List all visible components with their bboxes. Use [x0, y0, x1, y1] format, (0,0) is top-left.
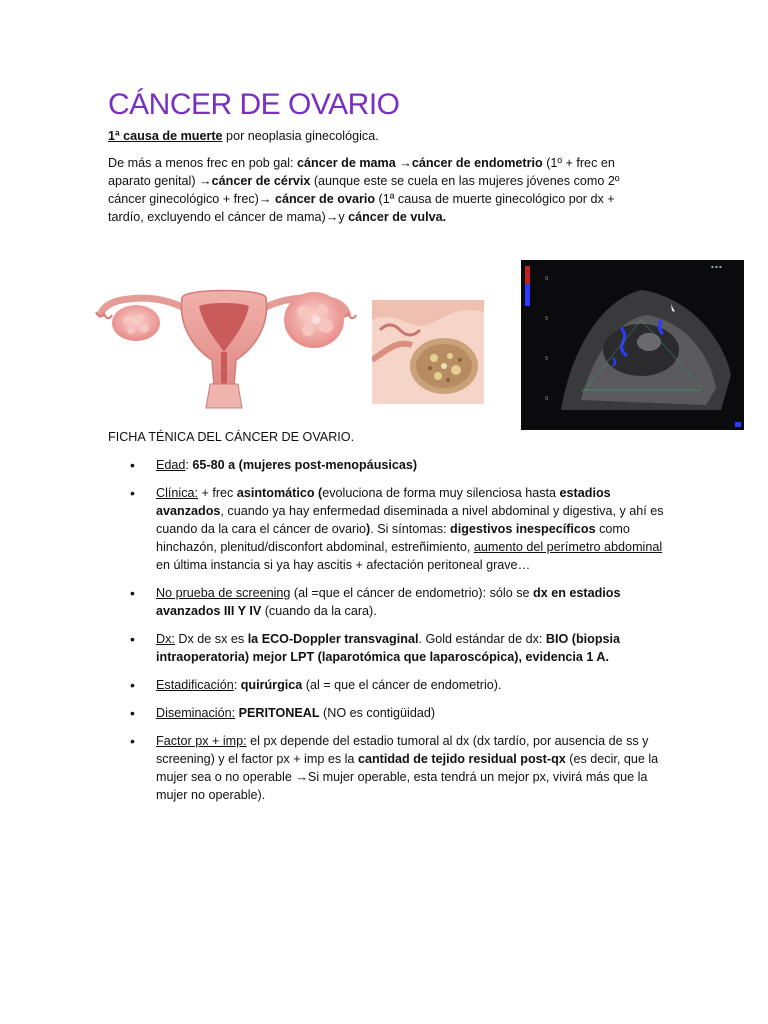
item-text: (NO es contigüidad): [319, 706, 436, 720]
item-bold: asintomático (: [236, 486, 323, 500]
item-text: el px depende del estadio tumoral al dx (dx tardío, por ausencia de ss y screening) y el factor px + imp es la: [156, 734, 649, 766]
item-label: Dx:: [156, 632, 175, 646]
item-text: Dx de sx es: [174, 632, 248, 646]
item-text: Si mujer operable, esta tendrá un mejor px, vivirá más que la mujer no operable).: [156, 770, 648, 802]
item-label: No prueba de screening: [156, 586, 291, 600]
arrow-icon: →: [399, 156, 412, 170]
arrow-icon: →: [258, 192, 272, 206]
arrow-icon: →: [295, 770, 308, 784]
freq-text: (1º + frec en aparato genital): [108, 156, 615, 188]
item-text: , cuando ya hay enfermedad diseminada a nivel abdominal y digestiva, y ahí es cuando da la cara el cáncer de ovario: [156, 504, 664, 536]
item-text: + frec: [198, 486, 237, 500]
list-item-screening: [108, 584, 668, 620]
arrow-icon: →: [199, 174, 212, 188]
item-label: Diseminación:: [156, 706, 236, 720]
svg-text:5: 5: [545, 356, 549, 362]
intro-paragraph: [108, 127, 648, 145]
freq-text: (aunque este se cuela en las mujeres jóvenes como 2º cáncer ginecológico + frec): [108, 174, 620, 206]
intro-rest: por neoplasia ginecológica.: [222, 129, 379, 143]
ovary-tumor-illustration-icon: [372, 300, 484, 404]
section-heading: FICHA TÉNICA DEL CÁNCER DE OVARIO.: [108, 430, 355, 444]
arrow-icon: →: [325, 210, 339, 224]
item-bold: PERITONEAL: [238, 706, 320, 720]
item-bold: 65-80 a (mujeres post-menopáusicas): [192, 458, 418, 472]
item-bold: estadios avanzados: [156, 486, 611, 518]
freq-bold: cáncer de vulva.: [348, 210, 447, 224]
list-item-diseminacion: [108, 704, 668, 722]
list-item-factor: [108, 732, 668, 804]
item-bold: cantidad de tejido residual post-qx: [357, 752, 566, 766]
item-bold: quirúrgica: [240, 678, 303, 692]
item-label: Clínica:: [156, 486, 198, 500]
item-text: como hinchazón, plenitud/disconfort abdominal, estreñimiento,: [156, 522, 630, 554]
item-bold: dx en estadios avanzados III Y IV: [156, 586, 621, 618]
freq-bold: cáncer de ovario: [271, 192, 376, 206]
item-text: (es decir, que la mujer sea o no operable: [156, 752, 659, 784]
fact-list: [108, 456, 668, 814]
uterus-illustration-icon: [84, 268, 364, 413]
item-text: (al =que el cáncer de endometrio): sólo se: [290, 586, 534, 600]
list-item-dx: [108, 630, 668, 666]
item-label: Factor px + imp:: [156, 734, 247, 748]
freq-text: De más a menos frec en pob gal:: [108, 156, 298, 170]
intro-lead: 1ª causa de muerte: [108, 129, 223, 143]
item-text: (al = que el cáncer de endometrio).: [302, 678, 502, 692]
freq-text: y: [338, 210, 349, 224]
freq-bold: cáncer de cérvix: [211, 174, 311, 188]
list-item-edad: [108, 456, 668, 474]
item-text: (cuando da la cara).: [261, 604, 377, 618]
svg-text:0: 0: [545, 276, 549, 282]
ultrasound-doppler-icon: [521, 260, 744, 430]
page-title: CÁNCER DE OVARIO: [108, 88, 400, 121]
list-item-estadificacion: [108, 676, 668, 694]
item-text: evoluciona de forma muy silenciosa hasta: [322, 486, 560, 500]
list-item-clinica: [108, 484, 668, 574]
item-underline: aumento del perímetro abdominal: [473, 540, 663, 554]
item-bold: digestivos inespecíficos: [450, 522, 596, 536]
item-text: :: [185, 458, 193, 472]
item-text: . Si síntomas:: [370, 522, 451, 536]
freq-bold: cáncer de endometrio: [411, 156, 543, 170]
item-label: Edad: [156, 458, 186, 472]
item-text: :: [233, 678, 241, 692]
svg-text:▪ ▪ ▪: ▪ ▪ ▪: [711, 264, 722, 269]
item-text: . Gold estándar de dx:: [418, 632, 546, 646]
freq-text: (1ª causa de muerte ginecológico por dx + tardío, excluyendo el cáncer de mama): [108, 192, 615, 224]
frequency-paragraph: [108, 154, 648, 226]
item-text: en última instancia si ya hay ascitis + afectación peritoneal grave…: [156, 558, 531, 572]
freq-bold: cáncer de mama: [297, 156, 400, 170]
item-bold: BIO (biopsia intraoperatoria) mejor LPT (laparotómica que laparoscópica), evidencia 1 A.: [156, 632, 621, 664]
item-label: Estadificación: [156, 678, 234, 692]
item-bold: ): [366, 522, 371, 536]
item-bold: la ECO-Doppler transvaginal: [247, 632, 419, 646]
svg-text:5: 5: [545, 316, 549, 322]
svg-text:0: 0: [545, 396, 549, 402]
